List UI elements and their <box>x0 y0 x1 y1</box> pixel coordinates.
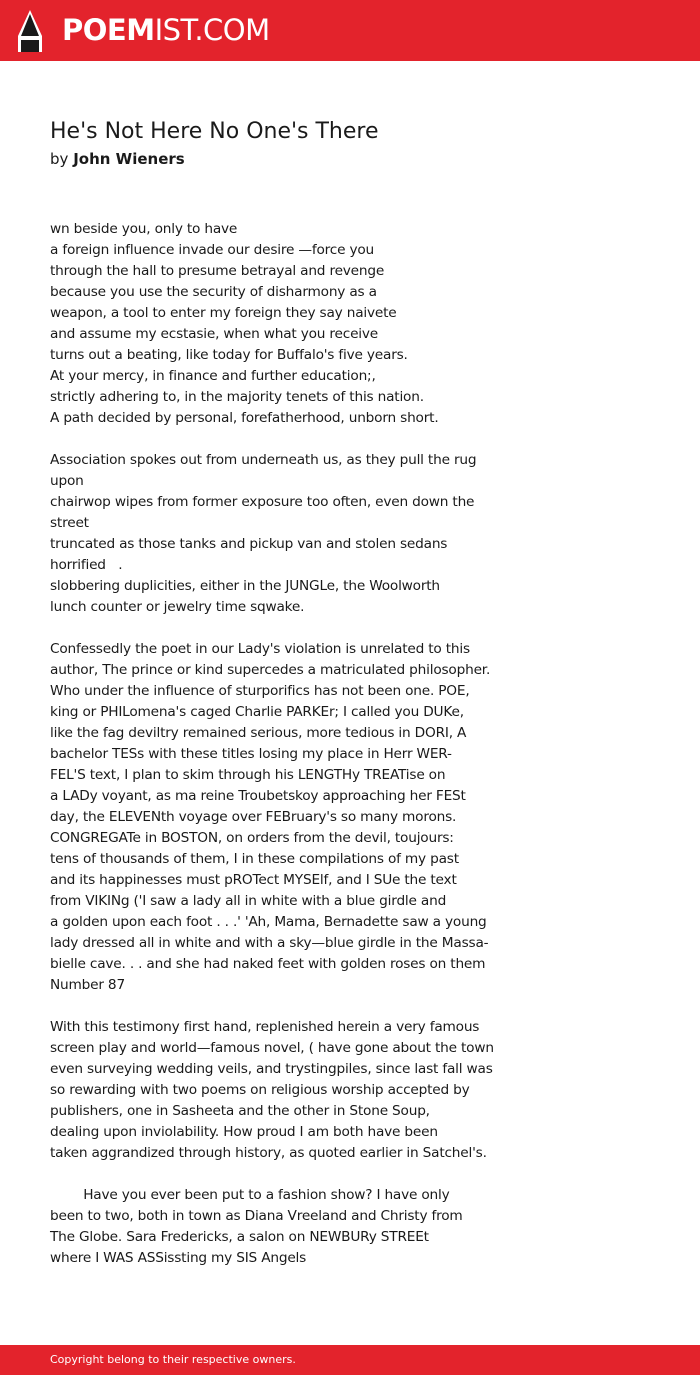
poem-line: so rewarding with two poems on religious worship accepted by <box>50 1082 470 1098</box>
poem-line: a golden upon each foot . . .' 'Ah, Mama, Bernadette saw a young <box>50 914 487 930</box>
poem-line: lunch counter or jewelry time sqwake. <box>50 599 305 615</box>
poem-line: truncated as those tanks and pickup van and stolen sedans <box>50 536 448 552</box>
poem-line: day, the ELEVENth voyage over FEBruary's so many morons. <box>50 809 457 825</box>
site-footer <box>0 1345 700 1375</box>
poem-line: weapon, a tool to enter my foreign they say naivete <box>50 305 397 321</box>
poem-line: Association spokes out from underneath us, as they pull the rug <box>50 452 477 468</box>
poem-line: turns out a beating, like today for Buffalo's five years. <box>50 347 408 363</box>
pencil-tip-icon[interactable] <box>18 10 42 52</box>
poem-stanza <box>50 639 520 996</box>
poem-stanza <box>50 1017 520 1164</box>
poem-title: He's Not Here No One's There <box>50 119 379 144</box>
poem-line: strictly adhering to, in the majority tenets of this nation. <box>50 389 424 405</box>
logo-bold-text: POEM <box>62 13 155 47</box>
poem-line: where I WAS ASSissting my SIS Angels <box>50 1250 307 1266</box>
poem-line: Who under the influence of sturporifics has not been one. POE, <box>50 683 470 699</box>
poem-line: because you use the security of disharmony as a <box>50 284 377 300</box>
poem-body <box>50 219 520 1290</box>
poem-line: taken aggrandized through history, as quoted earlier in Satchel's. <box>50 1145 487 1161</box>
poem-line: a foreign influence invade our desire —force you <box>50 242 375 258</box>
site-header <box>0 0 700 61</box>
poem-line: publishers, one in Sasheeta and the other in Stone Soup, <box>50 1103 430 1119</box>
poem-line: tens of thousands of them, I in these compilations of my past <box>50 851 459 867</box>
poem-line: and assume my ecstasie, when what you receive <box>50 326 379 342</box>
poem-line: chairwop wipes from former exposure too often, even down the <box>50 494 475 510</box>
poem-line: FEL'S text, I plan to skim through his LENGTHy TREATise on <box>50 767 446 783</box>
poem-line: The Globe. Sara Fredericks, a salon on NEWBURy STREEt <box>50 1229 429 1245</box>
poem-line: from VIKINg ('I saw a lady all in white with a blue girdle and <box>50 893 447 909</box>
poem-line: king or PHILomena's caged Charlie PARKEr; I called you DUKe, <box>50 704 464 720</box>
poem-line: Confessedly the poet in our Lady's violation is unrelated to this <box>50 641 470 657</box>
poem-line: like the fag deviltry remained serious, more tedious in DORI, A <box>50 725 467 741</box>
poem-line: bielle cave. . . and she had naked feet with golden roses on them <box>50 956 486 972</box>
poem-stanza <box>50 219 520 429</box>
poem-line: author, The prince or kind supercedes a matriculated philosopher. <box>50 662 491 678</box>
poem-line: Number 87 <box>50 977 125 993</box>
poem-line: street <box>50 515 89 531</box>
poem-line: A path decided by personal, forefatherhood, unborn short. <box>50 410 439 426</box>
poem-line: With this testimony first hand, replenished herein a very famous <box>50 1019 480 1035</box>
poem-line: upon <box>50 473 84 489</box>
poem-line: a LADy voyant, as ma reine Troubetskoy approaching her FESt <box>50 788 466 804</box>
poem-line: been to two, both in town as Diana Vreeland and Christy from <box>50 1208 463 1224</box>
byline <box>50 148 185 170</box>
poem-line: Have you ever been put to a fashion show? I have only <box>50 1187 450 1203</box>
poem-line: bachelor TESs with these titles losing my place in Herr WER- <box>50 746 452 762</box>
poem-line: even surveying wedding veils, and trystingpiles, since last fall was <box>50 1061 493 1077</box>
poem-line: and its happinesses must pROTect MYSElf, and I SUe the text <box>50 872 457 888</box>
poem-line: lady dressed all in white and with a sky—blue girdle in the Massa- <box>50 935 489 951</box>
copyright-text: Copyright belong to their respective owners. <box>50 1353 296 1366</box>
poem-stanza <box>50 1185 520 1269</box>
poem-line: slobbering duplicities, either in the JUNGLe, the Woolworth <box>50 578 440 594</box>
site-logo[interactable] <box>62 13 270 47</box>
poem-line: screen play and world—famous novel, ( have gone about the town <box>50 1040 494 1056</box>
poem-line: CONGREGATe in BOSTON, on orders from the devil, toujours: <box>50 830 454 846</box>
poem-line: At your mercy, in finance and further education;, <box>50 368 376 384</box>
poem-line: wn beside you, only to have <box>50 221 238 237</box>
author-name: John Wieners <box>73 150 185 168</box>
poem-stanza <box>50 450 520 618</box>
logo-light-text: IST.COM <box>154 13 270 47</box>
by-label: by <box>50 150 69 168</box>
poem-line: dealing upon inviolability. How proud I am both have been <box>50 1124 438 1140</box>
poem-line: horrified . <box>50 557 123 573</box>
poem-line: through the hall to presume betrayal and revenge <box>50 263 385 279</box>
